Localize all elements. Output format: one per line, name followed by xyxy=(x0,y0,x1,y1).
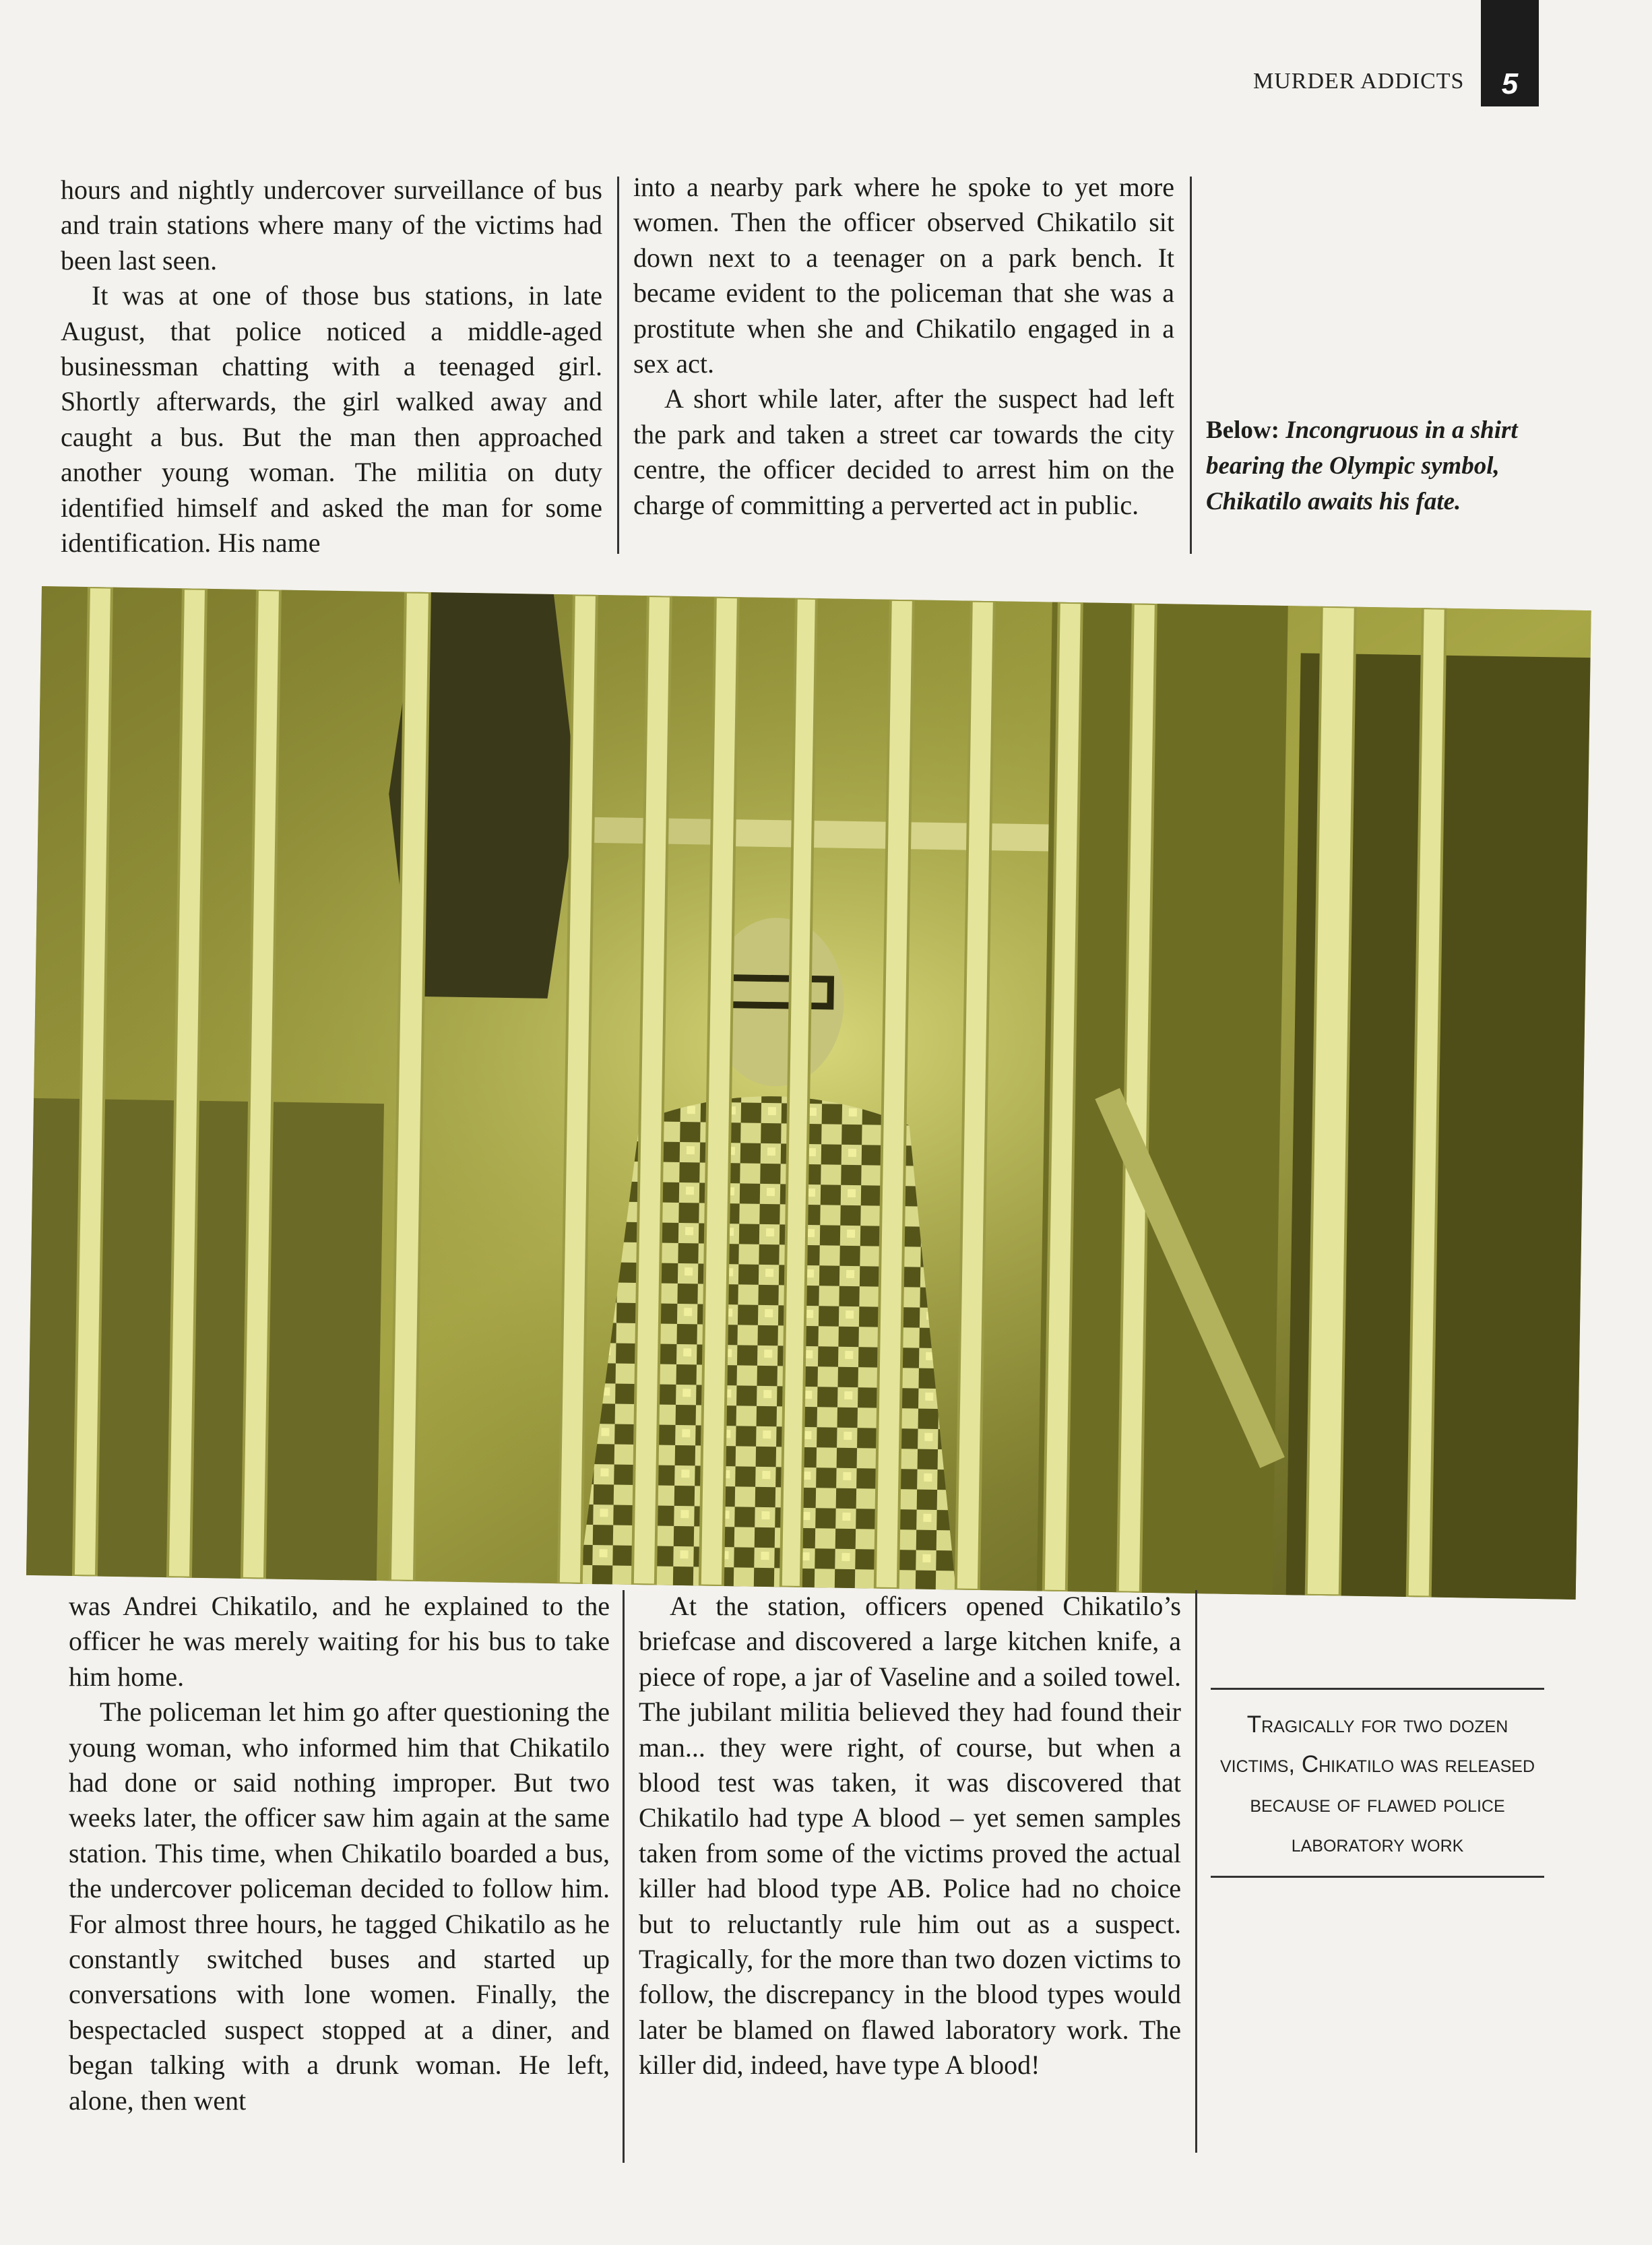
bottom-middle-column xyxy=(639,1589,1181,2083)
caption-text: Incongruous in a shirt bearing the Olympic symbol, Chikatilo awaits his fate. xyxy=(1206,416,1518,515)
column-divider xyxy=(1195,1590,1197,2153)
photo-illustration xyxy=(26,586,1591,1600)
paragraph: At the station, officers opened Chikatilo’s briefcase and discovered a large kitchen knife, a piece of rope, a jar of Vaseline and a soiled towel. The jubilant militia believed they had found their man... they were right, of course, but when a blood test was taken, it was discovered that Chikatilo had type A blood – yet semen samples taken from some of the victims proved the actual killer had blood type AB. Police had no choice but to reluctantly rule him out as a suspect. Tragically, for the more than two dozen victims to follow, the discrepancy in the blood types would later be blamed on flawed laboratory work. The killer did, indeed, have type A blood! xyxy=(639,1591,1181,2081)
column-divider xyxy=(623,1590,625,2163)
paragraph: The policeman let him go after questioning the young woman, who informed him that Chikatilo had done or said nothing improper. But two weeks later, the officer saw him again at the same station. This time, when Chikatilo boarded a bus, the undercover policeman decided to follow him. For almost three hours, he tagged Chikatilo as he constantly switched buses and started up conversations with lone women. Finally, the bespectacled suspect stopped at a diner, and began talking with a drunk woman. He left, alone, then went xyxy=(69,1697,610,2116)
column-divider xyxy=(617,177,619,554)
bottom-left-column xyxy=(69,1589,610,2118)
pull-quote: Tragically for two dozen victims, Chikatilo was released because of flawed police laboratory work xyxy=(1211,1688,1544,1878)
paragraph: was Andrei Chikatilo, and he explained to the officer he was merely waiting for his bus to take him home. xyxy=(69,1591,610,1692)
top-left-column xyxy=(61,172,602,561)
page-number: 5 xyxy=(1481,0,1539,106)
top-middle-column xyxy=(633,170,1174,523)
paragraph: It was at one of those bus stations, in late August, that police noticed a middle-aged businessman chatting with a teenaged girl. Shortly afterwards, the girl walked away and caught a bus. But the man then approached another young woman. The militia on duty identified himself and asked the man for some identification. His name xyxy=(61,280,602,559)
paragraph: A short while later, after the suspect had left the park and taken a street car towards the city centre, the officer decided to arrest him on the charge of committing a perverted act in public. xyxy=(633,383,1174,520)
paragraph: into a nearby park where he spoke to yet more women. Then the officer observed Chikatilo sit down next to a teenager on a park bench. It became evident to the policeman that she was a prostitute when she and Chikatilo engaged in a sex act. xyxy=(633,172,1174,379)
caption-lead: Below: xyxy=(1206,416,1279,444)
paragraph: hours and nightly undercover surveillance of bus and train stations where many of the victims had been last seen. xyxy=(61,175,602,276)
running-header: MURDER ADDICTS xyxy=(1253,69,1465,94)
column-divider xyxy=(1190,177,1192,554)
photograph-chikatilo-in-cage xyxy=(26,586,1591,1600)
photo-caption xyxy=(1206,412,1543,519)
